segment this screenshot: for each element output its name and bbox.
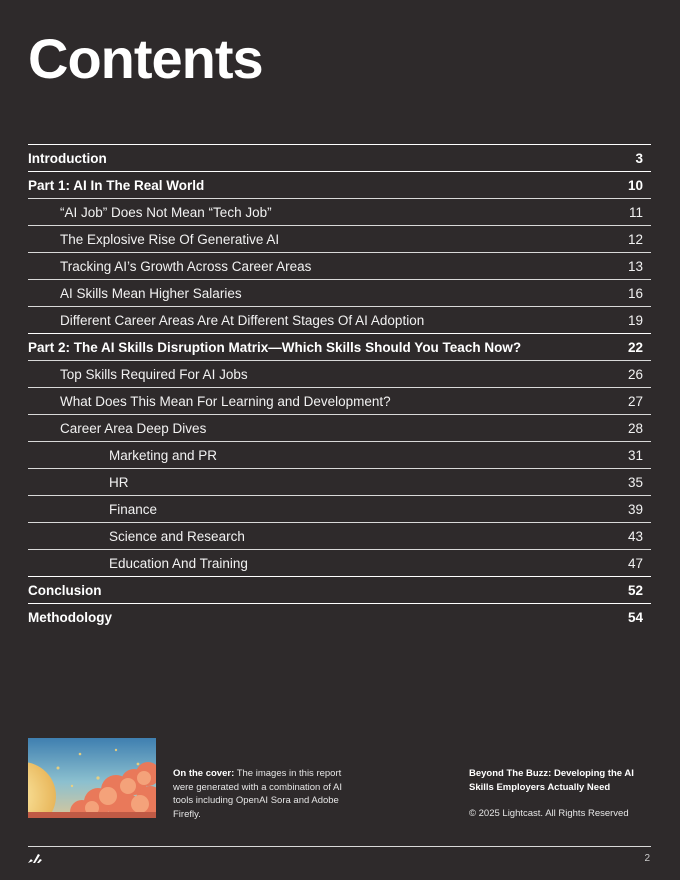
toc-entry[interactable]: Science and Research 43 <box>28 522 651 549</box>
page-number: 2 <box>644 853 650 864</box>
toc-entry[interactable]: Different Career Areas Are At Different Stages Of AI Adoption 19 <box>28 306 651 333</box>
toc-entry[interactable]: What Does This Mean For Learning and Development? 27 <box>28 387 651 414</box>
toc-entry[interactable]: The Explosive Rise Of Generative AI 12 <box>28 225 651 252</box>
toc-entry[interactable]: AI Skills Mean Higher Salaries 16 <box>28 279 651 306</box>
toc-entry[interactable]: Tracking AI’s Growth Across Career Areas 13 <box>28 252 651 279</box>
copyright: © 2025 Lightcast. All Rights Reserved <box>469 808 629 819</box>
table-of-contents <box>28 144 651 630</box>
cover-note <box>173 767 363 821</box>
toc-entry[interactable]: Methodology 54 <box>28 603 651 630</box>
toc-entry[interactable]: Marketing and PR 31 <box>28 441 651 468</box>
cover-note-text: The images in this report were generated with a combination of AI tools including OpenAI Sora and Adobe Firefly. <box>173 768 342 820</box>
toc-entry[interactable]: Introduction 3 <box>28 144 651 171</box>
footer-divider <box>28 846 651 847</box>
publication-info <box>469 767 659 821</box>
toc-entry[interactable]: Education And Training 47 <box>28 549 651 576</box>
toc-entry[interactable]: Top Skills Required For AI Jobs 26 <box>28 360 651 387</box>
toc-entry[interactable]: Part 1: AI In The Real World 10 <box>28 171 651 198</box>
cover-illustration <box>28 738 156 818</box>
toc-entry[interactable]: “AI Job” Does Not Mean “Tech Job” 11 <box>28 198 651 225</box>
toc-entry[interactable]: Part 2: The AI Skills Disruption Matrix—Which Skills Should You Teach Now? 22 <box>28 333 651 360</box>
toc-entry[interactable]: Conclusion 52 <box>28 576 651 603</box>
cover-note-heading: On the cover: <box>173 768 235 779</box>
lightcast-logo-icon <box>28 852 42 864</box>
page-title: Contents <box>28 27 263 90</box>
toc-entry[interactable]: Career Area Deep Dives 28 <box>28 414 651 441</box>
toc-entry[interactable]: HR 35 <box>28 468 651 495</box>
toc-entry[interactable]: Finance 39 <box>28 495 651 522</box>
publication-title: Beyond The Buzz: Developing the AI Skills Employers Actually Need <box>469 768 634 793</box>
